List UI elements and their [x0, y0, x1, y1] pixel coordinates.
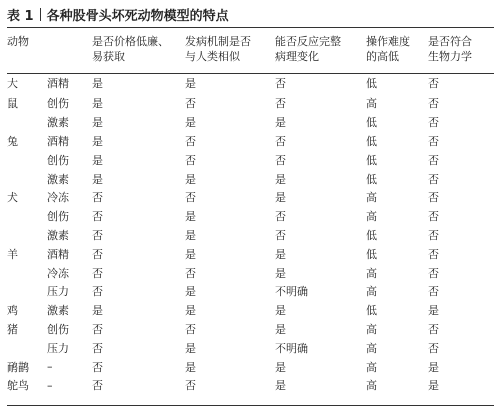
table-cell: 否 [92, 228, 103, 242]
table-cell: 是 [275, 116, 286, 130]
column-header-1 [47, 28, 92, 66]
table-cell: 否 [428, 210, 439, 224]
table-cell: 激素 [47, 116, 69, 130]
table-cell: 低 [366, 304, 377, 318]
table-cell [7, 263, 47, 282]
table-cell: 激素 [47, 304, 69, 318]
table-cell: 否 [428, 97, 439, 111]
table-cell [7, 150, 47, 169]
table-cell: 是 [185, 116, 196, 130]
table-cell [7, 113, 47, 132]
table-row [7, 207, 494, 226]
table-row [7, 263, 494, 282]
table-cell: 高 [366, 191, 377, 205]
table-cell: 否 [275, 76, 286, 90]
table-row [7, 320, 494, 339]
table-cell: 否 [428, 266, 439, 280]
column-header-line2: 病理变化 [275, 50, 319, 63]
column-header-2 [92, 28, 185, 66]
table-cell: 否 [92, 285, 103, 299]
table-cell: 激素 [47, 172, 69, 186]
table-cell: 是 [92, 134, 103, 148]
table-title: 各种股骨头坏死动物模型的特点 [46, 8, 229, 24]
table-cell: 否 [275, 134, 286, 148]
column-header-line1: 操作难度 [366, 35, 410, 48]
table-cell: – [47, 378, 53, 392]
table-cell: 高 [366, 285, 377, 299]
table-cell: 鼠 [7, 97, 18, 111]
table-cell: 是 [275, 379, 286, 393]
table-cell: 鸸鹋 [7, 360, 29, 374]
table-cell [7, 338, 47, 357]
column-header-4 [275, 28, 366, 66]
table-cell: 是 [185, 341, 196, 355]
table-row [7, 376, 494, 395]
table-cell: 不明确 [275, 285, 308, 299]
table-cell: 是 [185, 228, 196, 242]
column-header-line2: 易获取 [92, 50, 125, 63]
table-cell: 是 [275, 360, 286, 374]
table-row [7, 244, 494, 263]
table-row [7, 132, 494, 151]
table-cell: 否 [428, 341, 439, 355]
table-cell: 否 [92, 322, 103, 336]
table-cell: 否 [275, 153, 286, 167]
table-cell: 创伤 [47, 210, 69, 224]
column-header-line2: 的高低 [366, 50, 399, 63]
table-cell: 高 [366, 341, 377, 355]
table-cell: 否 [185, 153, 196, 167]
table-cell: 否 [428, 191, 439, 205]
table-row [7, 357, 494, 376]
table-cell: 否 [275, 97, 286, 111]
column-header-line1: 发病机制是否 [185, 35, 251, 48]
table-cell: 否 [92, 341, 103, 355]
table-row [7, 169, 494, 188]
table-cell: 是 [428, 379, 439, 393]
table-cell: 否 [428, 322, 439, 336]
table-cell: 否 [428, 247, 439, 261]
table-cell: 是 [185, 360, 196, 374]
table-row [7, 66, 494, 94]
table-cell: 否 [185, 322, 196, 336]
table-cell: 否 [92, 266, 103, 280]
table-cell: 是 [275, 191, 286, 205]
table-cell: 激素 [47, 228, 69, 242]
table-cell: 羊 [7, 247, 18, 261]
column-header-line2: 与人类相似 [185, 50, 240, 63]
table-cell: 是 [92, 76, 103, 90]
table-cell: 高 [366, 360, 377, 374]
table-row [7, 226, 494, 245]
table-cell: 否 [185, 134, 196, 148]
table-cell: 压力 [47, 285, 69, 299]
table-cell: 猪 [7, 322, 18, 336]
table-header-row [7, 28, 494, 66]
column-header-3 [185, 28, 275, 66]
table-cell: 是 [92, 116, 103, 130]
table-cell: 否 [185, 379, 196, 393]
table-cell: 冷冻 [47, 191, 69, 205]
table-cell: 是 [92, 153, 103, 167]
table-cell: 不明确 [275, 341, 308, 355]
table-cell: 是 [185, 210, 196, 224]
table-cell: – [47, 360, 53, 374]
table-cell: 否 [428, 76, 439, 90]
column-header-line1: 动物 [7, 35, 29, 48]
table-row [7, 338, 494, 357]
table-cell: 酒精 [47, 76, 69, 90]
column-header-line2: 生物力学 [428, 50, 472, 63]
table-cell: 大 [7, 76, 18, 90]
table-row [7, 188, 494, 207]
table-cell: 高 [366, 97, 377, 111]
table-cell: 创伤 [47, 153, 69, 167]
table-cell: 是 [92, 97, 103, 111]
column-header-6 [428, 28, 494, 66]
animal-model-table [7, 28, 494, 395]
table-row [7, 150, 494, 169]
table-cell: 低 [366, 172, 377, 186]
table-row [7, 301, 494, 320]
table-cell: 否 [428, 285, 439, 299]
table-cell: 鸡 [7, 304, 18, 318]
bottom-rule [7, 405, 494, 406]
table-cell: 低 [366, 153, 377, 167]
table-cell: 是 [185, 304, 196, 318]
table-cell: 兔 [7, 134, 18, 148]
table-cell: 否 [92, 247, 103, 261]
table-cell: 否 [185, 97, 196, 111]
table-cell: 是 [275, 304, 286, 318]
table-cell: 是 [275, 172, 286, 186]
table-cell: 酒精 [47, 134, 69, 148]
table-cell: 高 [366, 266, 377, 280]
table-cell: 否 [92, 191, 103, 205]
table-cell: 高 [366, 322, 377, 336]
table-cell: 低 [366, 134, 377, 148]
table-cell [7, 282, 47, 301]
table-cell: 是 [92, 172, 103, 186]
table-cell: 否 [275, 228, 286, 242]
table-cell: 是 [428, 360, 439, 374]
table-cell: 是 [185, 285, 196, 299]
table-row [7, 282, 494, 301]
table-cell: 冷冻 [47, 266, 69, 280]
table-cell: 是 [185, 172, 196, 186]
table-cell: 压力 [47, 341, 69, 355]
column-header-line1: 能否反应完整 [275, 35, 341, 48]
table-cell [7, 226, 47, 245]
table-cell: 否 [428, 134, 439, 148]
table-number: 表 1 [7, 8, 34, 24]
table-cell: 是 [428, 304, 439, 318]
table-cell: 否 [185, 266, 196, 280]
table-cell: 是 [275, 247, 286, 261]
table-cell: 是 [92, 304, 103, 318]
table-cell: 低 [366, 247, 377, 261]
column-header-5 [366, 28, 428, 66]
table-row [7, 113, 494, 132]
table-cell: 高 [366, 210, 377, 224]
table-cell: 创伤 [47, 322, 69, 336]
table-cell: 否 [92, 360, 103, 374]
table-cell: 低 [366, 228, 377, 242]
table-cell [7, 169, 47, 188]
table-cell: 否 [428, 153, 439, 167]
column-header-line1: 是否符合 [428, 35, 472, 48]
table-cell: 否 [185, 191, 196, 205]
column-header-line1: 是否价格低廉、 [92, 35, 169, 48]
table-cell: 否 [275, 210, 286, 224]
table-cell: 鸵鸟 [7, 379, 29, 393]
table-cell: 否 [428, 172, 439, 186]
table-cell: 犬 [7, 191, 18, 205]
caption-separator [40, 8, 41, 21]
table-cell: 否 [92, 210, 103, 224]
column-header-0 [7, 28, 47, 66]
table-cell: 创伤 [47, 97, 69, 111]
table-cell: 高 [366, 379, 377, 393]
table-body [7, 66, 494, 395]
table-cell: 低 [366, 116, 377, 130]
table-cell: 否 [92, 379, 103, 393]
table-cell: 酒精 [47, 247, 69, 261]
table-cell: 是 [185, 76, 196, 90]
table-row [7, 94, 494, 113]
table-cell: 低 [366, 76, 377, 90]
table-cell: 是 [275, 266, 286, 280]
table-cell: 是 [275, 322, 286, 336]
table-cell: 否 [428, 116, 439, 130]
table-caption [7, 4, 229, 24]
table-cell: 否 [428, 228, 439, 242]
table-cell [7, 207, 47, 226]
table-cell: 是 [185, 247, 196, 261]
